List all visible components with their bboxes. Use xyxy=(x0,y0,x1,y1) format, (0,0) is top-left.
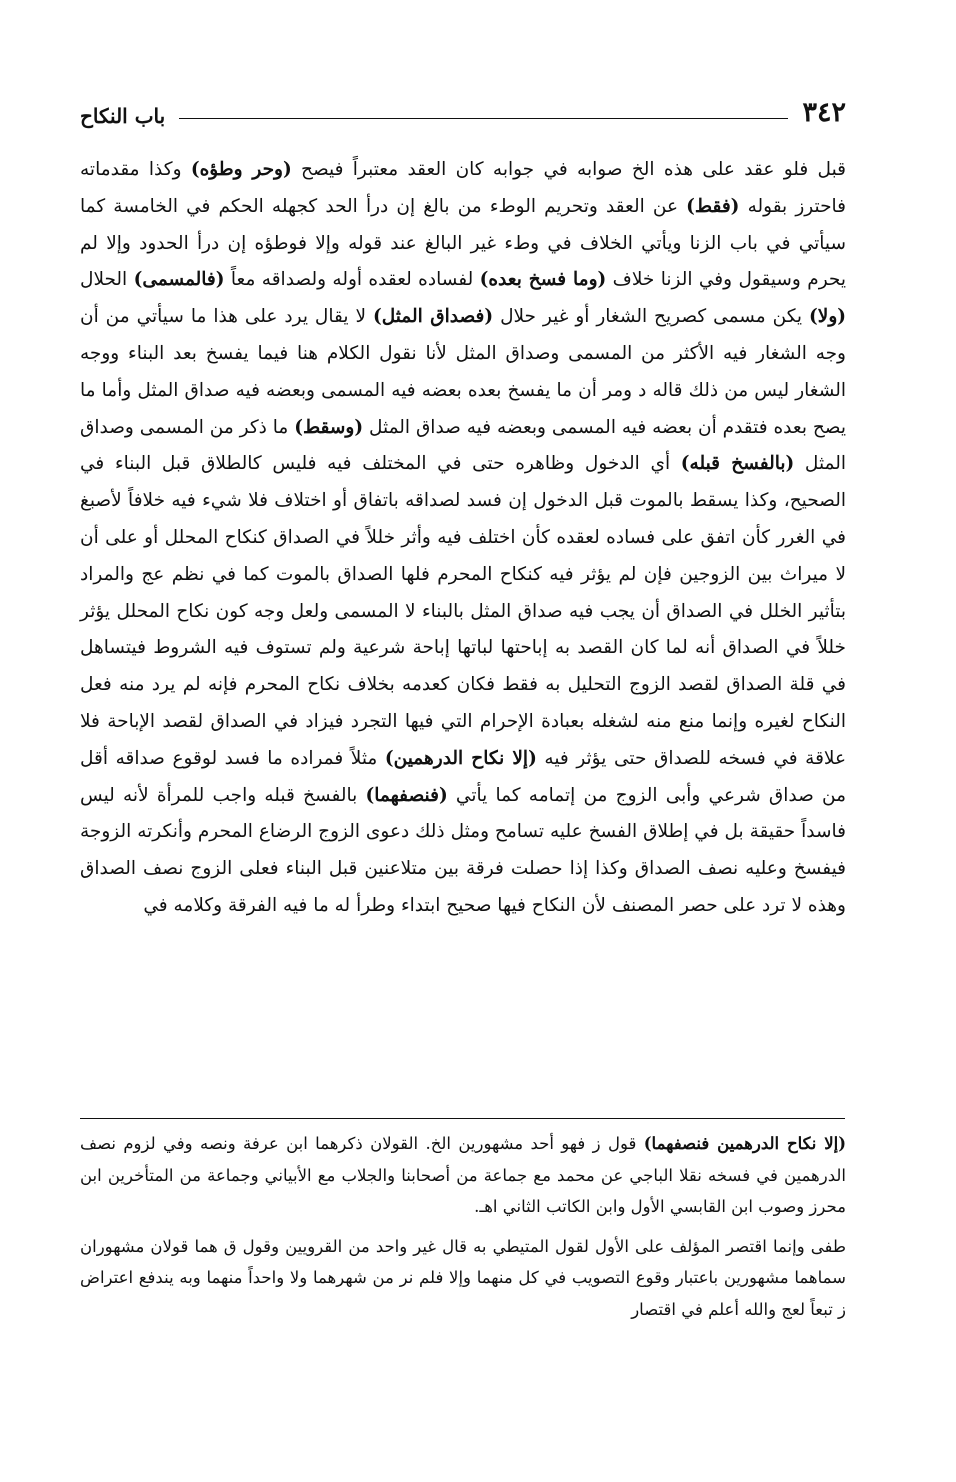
matn-quote: (إلا نكاح الدرهمين) xyxy=(384,747,537,769)
text-segment: قبل فلو عقد على هذه الخ صوابه في جوابه كان العقد معتبراً فيصح xyxy=(291,159,846,180)
text-segment: لفساده لعقده أوله ولصداقه معاً xyxy=(224,269,480,291)
matn-quote: (فصداق المثل) xyxy=(372,306,494,328)
footnote-text: قول ز فهو أحد مشهورين الخ. القولان ذكرهما ابن عرفة ونصه وفي لزوم نصف الدرهمين في فسخه نقلا الباجي عن محمد مع جماعة من أصحابنا والجلاب مع الأبياني وجماعة من المتأخرين ابن محرز وصوب ابن القابسي الأول وابن الكاتب الثاني اهـ. xyxy=(80,1134,846,1216)
text-segment: أي الدخول وظاهره حتى في المختلف فيه فليس كالطلاق قبل البناء في الصحيح، وكذا يسقط بالموت قبل الدخول إن فسد لصداقه باتفاق أو اختلاف فلا شيء فيه خلافاً لأصبغ في الغرر كأن اتفق على فساده لعقده كأن اختلف فيه وأثر خللاً في الصداق كنكاح المحلل أو على أن لا ميراث بين الزوجين فإن لم يؤثر فيه كنكاح المحرم فلها الصداق بالموت كما في نظم عج والمراد بتأثير الخلل في الصداق أن يجب فيه صداق المثل بالبناء لا المسمى ولعل وجه كون نكاح المحلل يؤثر خللاً في الصداق أنه لما كان القصد به إباحتها لباتها إباحة شرعية ولم تستوف فيه الشروط فيتساهل في قلة الصداق لقصد الزوج التحليل به فقط فكان كعدمه بخلاف نكاح المحرم فإنه لم يرد منه فعل النكاح لغيره وإنما منع منه لشغله بعبادة الإحرام التي فيها التجرد فيزاد في الصداق لقصد الإباحة فلا علاقة في فسخه للصداق حتى يؤثر فيه xyxy=(80,453,846,769)
main-paragraph xyxy=(80,152,846,925)
footnote-paragraph xyxy=(80,1128,846,1223)
matn-quote: (وما فسخ بعده) xyxy=(479,269,607,291)
text-segment: مثلاً فمراده ما فسد لوقوع صداقه أقل من صداق شرعي وأبى الزوج من إتمامه كما يأتي xyxy=(80,747,847,806)
header-rule xyxy=(179,118,788,119)
footnote-separator xyxy=(80,1118,845,1119)
chapter-title: باب النكاح xyxy=(80,104,166,128)
matn-quote: (ولا) xyxy=(809,306,847,328)
matn-quote: (وسقط) xyxy=(294,416,364,438)
page-number: ٣٤٢ xyxy=(802,97,846,128)
matn-quote: (فالمسمى) xyxy=(133,269,225,291)
page-header xyxy=(80,86,846,126)
text-segment: الحلال xyxy=(80,269,134,291)
text-segment: عن العقد وتحريم الوطء من بالغ إن درأ الحد كجهله الحكم في الخامسة كما سيأتي في باب الزنا ويأتي الخلاف في وطء غير البالغ عند قوله وإلا فوطؤه إن درأ الحدود وإلا لم يحرم وسيقول وفي الزنا خلاف xyxy=(80,195,846,291)
footnote-paragraph xyxy=(80,1231,846,1326)
text-segment: وكذا مقدماته فاحترز بقوله xyxy=(80,159,846,217)
main-text xyxy=(80,152,846,925)
text-segment: لا يقال يرد على هذا ما سيأتي من أن وجه الشغار فيه الأكثر من المسمى وصداق المثل لأنا نقول الكلام هنا فيما يفسخ بعد البناء ووجه الشغار ليس من ذلك قاله د ومر أن ما يفسخ بعده بعضه فيه المسمى وبعضه فيه صداق المثل وأما ما يصح بعده فتقدم أن بعضه فيه المسمى وبعضه فيه صداق المثل xyxy=(80,306,846,438)
matn-quote: (فنصفهما) xyxy=(365,784,448,806)
matn-quote: (بالفسخ قبله) xyxy=(680,453,795,475)
footnotes xyxy=(80,1128,846,1333)
matn-quote: (فقط) xyxy=(686,195,740,217)
footnote-quote: (إلا نكاح الدرهمين فنصفهما) xyxy=(643,1134,846,1153)
text-segment: يكن مسمى كصريح الشغار أو غير حلال xyxy=(493,306,810,328)
text-segment: ما ذكر من المسمى وصداق المثل xyxy=(80,416,846,475)
matn-quote: (وحر وطؤه) xyxy=(190,159,292,180)
text-segment: بالفسخ قبله واجب للمرأة لأنه ليس فاسداً حقيقة بل في إطلاق الفسخ عليه تسامح ومثل ذلك دعوى الزوج الرضاع المحرم وأنكرته الزوجة فيفسخ وعليه نصف الصداق وكذا إذا حصلت فرقة بين متلاعنين قبل البناء فعلى الزوج نصف الصداق وهذه لا ترد على حصر المصنف لأن النكاح فيها صحيح ابتداء وطرأ له ما فيه الفرقة وكلامه في xyxy=(80,784,846,916)
footnote-text: طفى وإنما اقتصر المؤلف على الأول لقول المتيطي به قال غير واحد من القرويين وقول ق هما قولان مشهوران سماهما مشهورين باعتبار وقوع التصويب في كل منهما وإلا فلم نر من شهرهما ولا واحداً منهما وبه يندفع اعتراض ز تبعاً لعج والله أعلم في اقتصار xyxy=(80,1236,846,1319)
